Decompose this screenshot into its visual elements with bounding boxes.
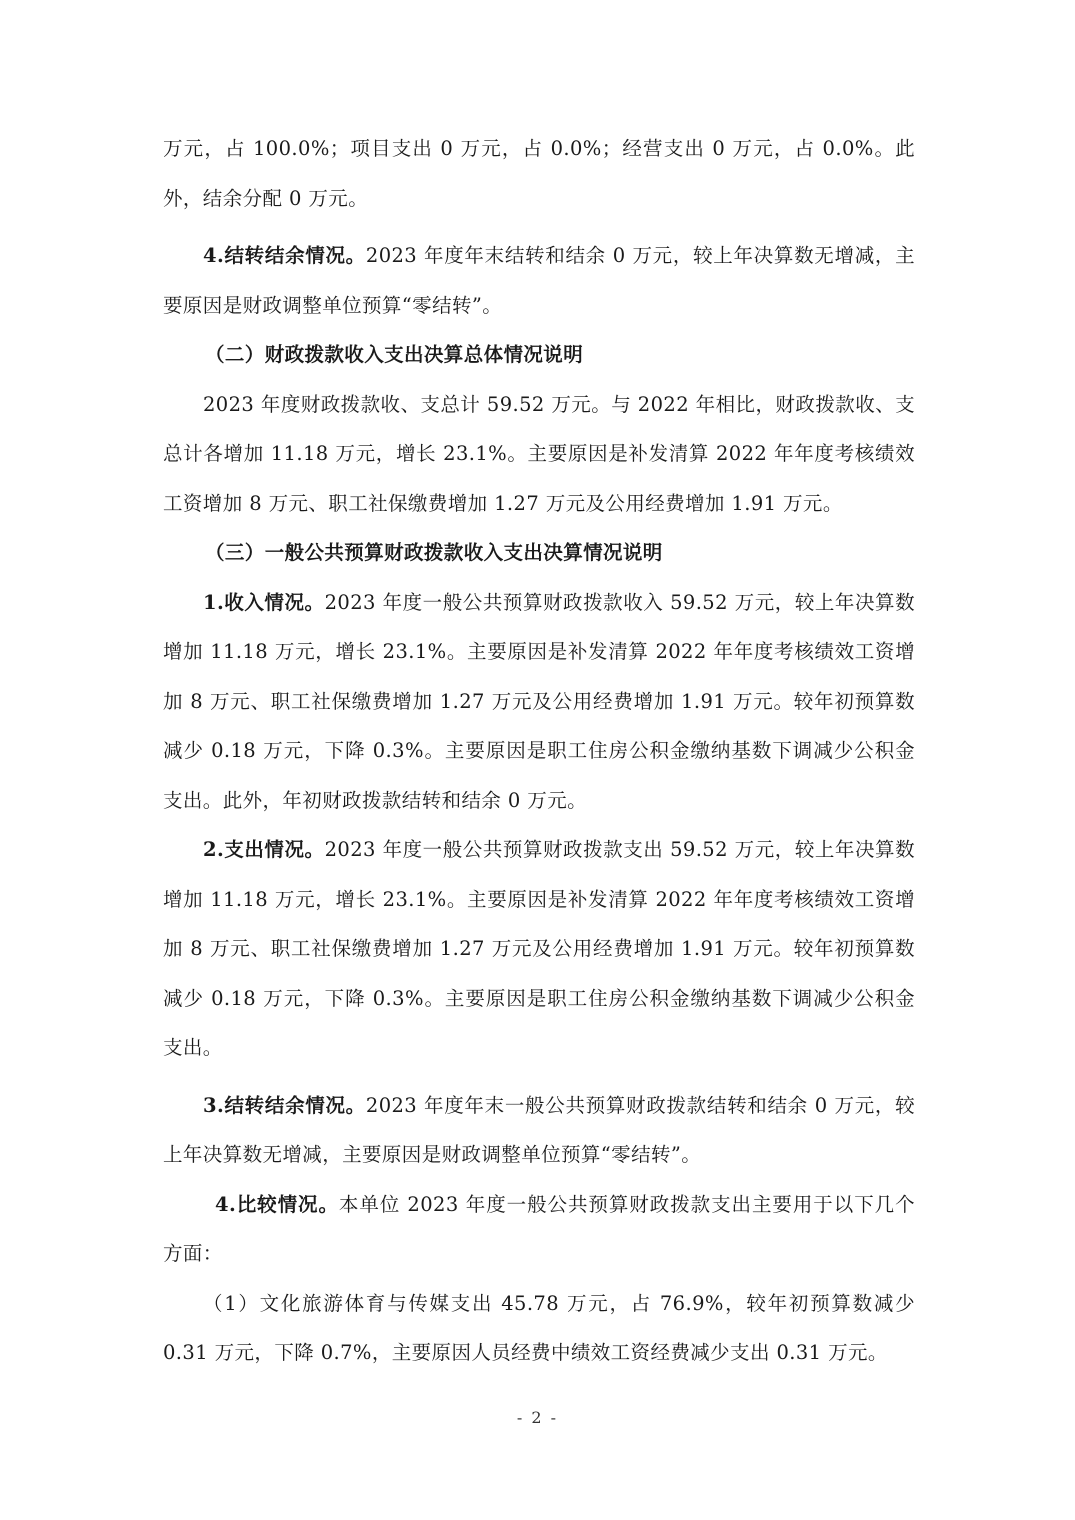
page-number: - 2 - bbox=[516, 1408, 559, 1427]
section-heading-3: （三）一般公共预算财政拨款收入支出决算情况说明 bbox=[205, 541, 663, 564]
paragraph-general-carryover bbox=[163, 1081, 915, 1180]
paragraph-culture-expenditure: （1）文化旅游体育与传媒支出 45.78 万元，占 76.9%，较年初预算数减少 0.31 万元，下降 0.7%，主要原因人员经费中绩效工资经费减少支出 0.31 万元。 bbox=[163, 1291, 915, 1364]
paragraph-income bbox=[163, 578, 915, 826]
income-text: 2023 年度一般公共预算财政拨款收入 59.52 万元，较上年决算数增加 11.18 万元，增长 23.1%。主要原因是补发清算 2022 年年度考核绩效工资增加 8 万元、职工社保缴费增加 1.27 万元及公用经费增加 1.91 万元。较年初预算数减少 0.18 万元，下降 0.3%。主要原因是职工住房公积金缴纳基数下调减少公积金支出。此外，年初财政拨款结转和结余 0 万元。 bbox=[163, 590, 915, 812]
expenditure-lead: 2.支出情况。 bbox=[203, 838, 325, 861]
paragraph-expenditure bbox=[163, 825, 915, 1073]
carryover-text: 2023 年度年末结转和结余 0 万元，较上年决算数无增减，主要原因是财政调整单位预算“零结转”。 bbox=[163, 244, 915, 317]
general-carryover-lead: 3.结转结余情况。 bbox=[203, 1093, 366, 1117]
general-carryover-text: 2023 年度年末一般公共预算财政拨款结转和结余 0 万元，较上年决算数无增减，主要原因是财政调整单位预算“零结转”。 bbox=[163, 1093, 915, 1166]
comparison-lead: 4.比较情况。 bbox=[215, 1192, 339, 1216]
carryover-lead: 4.结转结余情况。 bbox=[203, 244, 366, 267]
comparison-text: 本单位 2023 年度一般公共预算财政拨款支出主要用于以下几个方面： bbox=[163, 1192, 915, 1265]
section-heading-2: （二）财政拨款收入支出决算总体情况说明 bbox=[205, 343, 584, 366]
income-lead: 1.收入情况。 bbox=[203, 590, 325, 614]
document-body bbox=[163, 124, 915, 1378]
paragraph-fiscal-overview: 2023 年度财政拨款收、支总计 59.52 万元。与 2022 年相比，财政拨款收、支总计各增加 11.18 万元，增长 23.1%。主要原因是补发清算 2022 年年度考核绩效工资增加 8 万元、职工社保缴费增加 1.27 万元及公用经费增加 1.91 万元。 bbox=[163, 392, 915, 515]
paragraph-comparison bbox=[163, 1180, 915, 1279]
paragraph-carryover bbox=[163, 231, 915, 330]
expenditure-text: 2023 年度一般公共预算财政拨款支出 59.52 万元，较上年决算数增加 11.18 万元，增长 23.1%。主要原因是补发清算 2022 年年度考核绩效工资增加 8 万元、职工社保缴费增加 1.27 万元及公用经费增加 1.91 万元。较年初预算数减少 0.18 万元，下降 0.3%。主要原因是职工住房公积金缴纳基数下调减少公积金支出。 bbox=[163, 838, 915, 1059]
paragraph-expenditure-continued: 万元，占 100.0%；项目支出 0 万元，占 0.0%；经营支出 0 万元，占 0.0%。此外，结余分配 0 万元。 bbox=[163, 137, 915, 210]
